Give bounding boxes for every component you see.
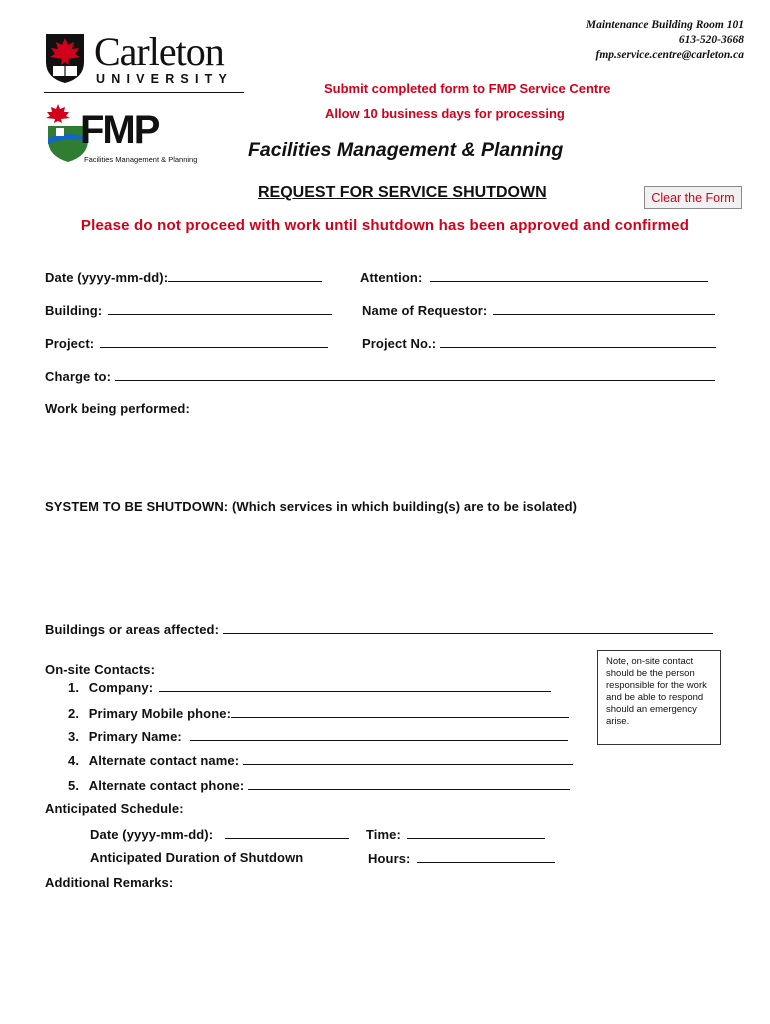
building-field	[45, 302, 332, 318]
fmp-wordmark: FMP	[80, 108, 159, 152]
charge-field	[45, 368, 715, 384]
charge-input[interactable]	[115, 368, 715, 381]
contact-phone: 613-520-3668	[678, 34, 744, 46]
duration-label: Anticipated Duration of Shutdown	[90, 850, 304, 865]
carleton-underline	[44, 92, 244, 93]
onsite-label: On-site Contacts:	[45, 662, 156, 677]
charge-label: Charge to:	[45, 369, 111, 384]
attention-input[interactable]	[430, 269, 708, 282]
approval-warning: Please do not proceed with work until shutdown has been approved and confirmed	[80, 217, 690, 234]
contact-mobile-label: Primary Mobile phone:	[88, 706, 231, 721]
carleton-university-text: UNIVERSITY	[96, 72, 234, 86]
building-input[interactable]	[108, 302, 332, 315]
clear-form-button[interactable]: Clear the Form	[644, 186, 742, 209]
contact-info	[586, 18, 744, 63]
carleton-logo	[44, 30, 244, 96]
contact-mobile-input[interactable]	[231, 705, 569, 718]
project-no-field	[362, 335, 716, 351]
alt-contact-name-label: Alternate contact name:	[88, 753, 240, 768]
attention-label: Attention:	[360, 270, 423, 285]
project-no-label: Project No.:	[362, 336, 437, 351]
contact-name-label: Primary Name:	[88, 729, 182, 744]
department-title: Facilities Management & Planning	[248, 139, 564, 161]
project-input[interactable]	[100, 335, 328, 348]
contact-name-input[interactable]	[190, 728, 568, 741]
carleton-shield-icon	[44, 32, 86, 84]
project-label: Project:	[45, 336, 95, 351]
requestor-label: Name of Requestor:	[362, 303, 488, 318]
contact-company-label: Company:	[88, 680, 154, 695]
hours-label: Hours:	[368, 851, 411, 866]
hours-input[interactable]	[417, 850, 555, 863]
schedule-date-label: Date (yyyy-mm-dd):	[90, 827, 214, 842]
contact-room: Maintenance Building Room 101	[585, 19, 744, 31]
date-field	[45, 269, 322, 285]
contact-num: 3.	[68, 729, 80, 744]
work-input[interactable]	[45, 420, 725, 490]
submit-note: Submit completed form to FMP Service Centre	[324, 81, 611, 96]
system-input[interactable]	[45, 520, 725, 615]
onsite-contact-note: Note, on-site contact should be the person responsible for the work and be able to respond should an emergency arise.	[597, 650, 721, 745]
fmp-subtitle: Facilities Management & Planning	[84, 155, 198, 164]
schedule-date-field	[90, 826, 349, 842]
requestor-input[interactable]	[493, 302, 715, 315]
time-label: Time:	[366, 827, 401, 842]
form-title: REQUEST FOR SERVICE SHUTDOWN	[258, 184, 547, 201]
remarks-label: Additional Remarks:	[45, 875, 174, 890]
time-input[interactable]	[407, 826, 545, 839]
system-label: SYSTEM TO BE SHUTDOWN: (Which services in which building(s) are to be isolated)	[45, 499, 578, 514]
schedule-label: Anticipated Schedule:	[45, 801, 184, 816]
schedule-date-input[interactable]	[225, 826, 349, 839]
building-label: Building:	[45, 303, 103, 318]
fmp-logo	[44, 102, 198, 166]
buildings-affected-label: Buildings or areas affected:	[45, 622, 220, 637]
buildings-affected-input[interactable]	[223, 621, 713, 634]
remarks-input[interactable]	[45, 895, 725, 1005]
contact-company-input[interactable]	[159, 679, 551, 692]
work-label: Work being performed:	[45, 401, 190, 416]
contact-num: 1.	[68, 680, 80, 695]
alt-contact-name-field	[68, 752, 573, 768]
alt-contact-phone-label: Alternate contact phone:	[88, 778, 245, 793]
alt-contact-name-input[interactable]	[243, 752, 573, 765]
contact-num: 4.	[68, 753, 80, 768]
time-field	[366, 826, 545, 842]
date-label: Date (yyyy-mm-dd):	[45, 270, 169, 285]
alt-contact-phone-input[interactable]	[248, 777, 570, 790]
hours-field	[368, 850, 555, 866]
contact-email: fmp.service.centre@carleton.ca	[595, 49, 744, 61]
alt-contact-phone-field	[68, 777, 570, 793]
requestor-field	[362, 302, 715, 318]
buildings-affected-field	[45, 621, 713, 637]
processing-note: Allow 10 business days for processing	[325, 106, 565, 121]
contact-num: 5.	[68, 778, 80, 793]
contact-num: 2.	[68, 706, 80, 721]
contact-name-field	[68, 728, 568, 744]
attention-field	[360, 269, 708, 285]
project-no-input[interactable]	[440, 335, 716, 348]
carleton-wordmark: Carleton	[94, 29, 224, 74]
date-input[interactable]	[168, 269, 322, 282]
project-field	[45, 335, 328, 351]
contact-company-field	[68, 679, 551, 695]
contact-mobile-field	[68, 705, 569, 721]
